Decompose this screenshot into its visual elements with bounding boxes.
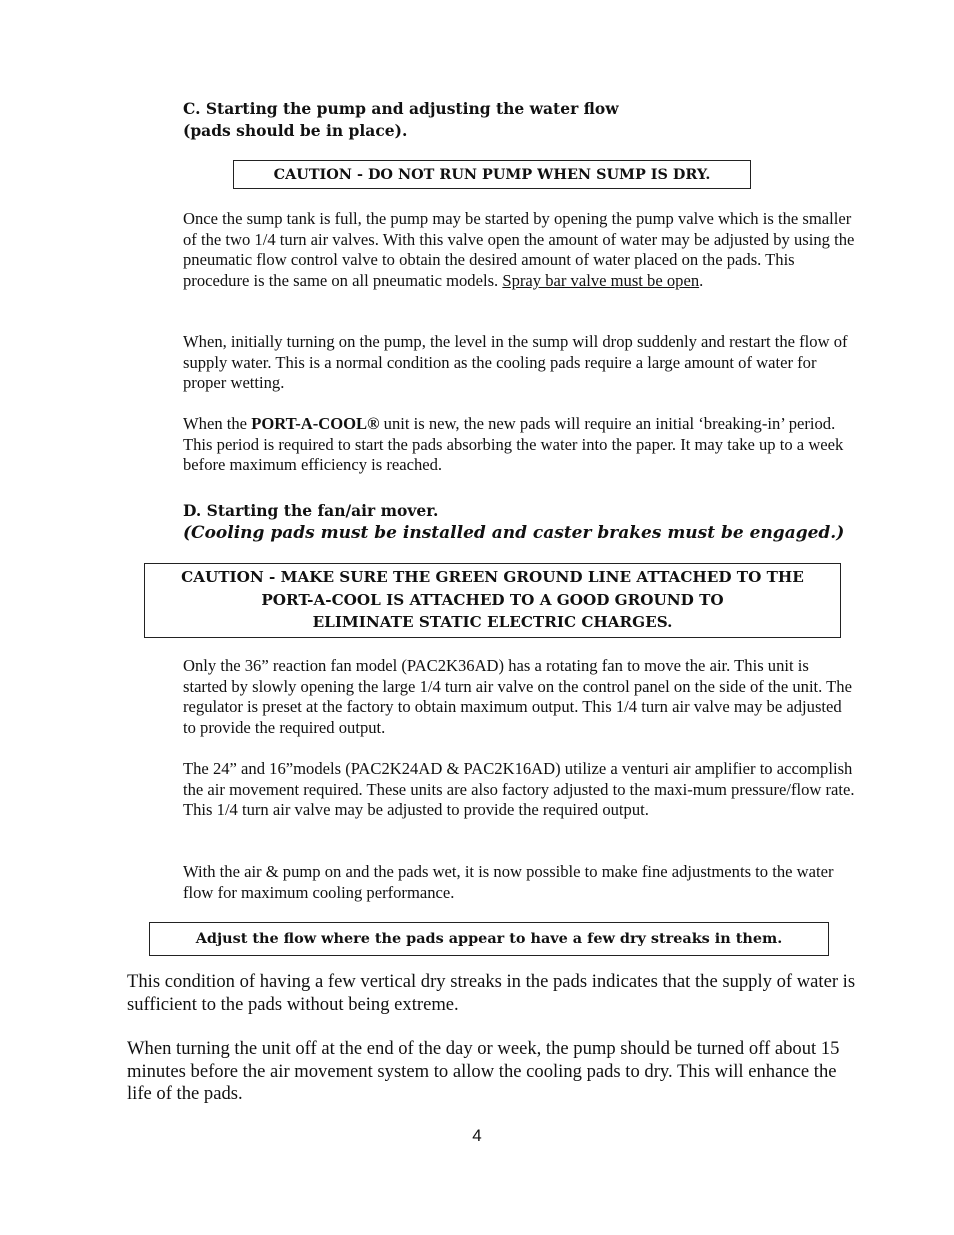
paragraph-breaking-in-text: unit is new, the new pads will require an initial ‘breaking-in’ period. This period is required to start the pads absorbing the water into the paper. It may take up to a week before maximum efficiency is reached. [183, 414, 844, 475]
spray-bar-note: Spray bar valve must be open [502, 271, 700, 291]
section-c-title: C. Starting the pump and adjusting the water flow [183, 99, 619, 118]
section-d-subtitle: (Cooling pads must be installed and caster brakes must be engaged.) [183, 523, 845, 543]
caution-ground-line2: PORT-A-COOL IS ATTACHED TO A GOOD GROUND TO [261, 590, 724, 609]
paragraph-pump-start [183, 209, 855, 292]
paragraph-venturi-models: The 24” and 16”models (PAC2K24AD & PAC2K16AD) utilize a venturi air amplifier to accomplish the air movement required. These units are also factory adjusted to the maxi-mum pressure/flow rate. This 1/4 turn air valve may be adjusted to provide the required output. [183, 759, 855, 820]
section-d-heading [183, 500, 863, 544]
paragraph-pump-start-text: Once the sump tank is full, the pump may be started by opening the pump valve which is the smaller of the two 1/4 turn air valves. With this valve open the amount of water may be adjusted by using the pneumatic flow control valve to obtain the desired amount of water placed on the pads. This procedure is the same on all pneumatic models. [183, 209, 855, 291]
paragraph-reaction-fan: Only the 36” reaction fan model (PAC2K36AD) has a rotating fan to move the air. This unit is started by slowly opening the large 1/4 turn air valve on the control panel on the side of the unit. The regulator is preset at the factory to obtain maximum output. This 1/4 turn air valve may be adjusted to provide the required output. [183, 656, 852, 738]
brand-name: PORT-A-COOL® [251, 414, 380, 433]
paragraph-breaking-in [183, 414, 855, 476]
paragraph-fine-adjustments: With the air & pump on and the pads wet, it is now possible to make fine adjustments to the water flow for maximum cooling performance. [183, 862, 834, 902]
adjust-flow-box [149, 922, 829, 956]
section-c-subtitle: (pads should be in place). [183, 121, 408, 140]
caution-ground-line1: CAUTION - MAKE SURE THE GREEN GROUND LINE ATTACHED TO THE [181, 568, 804, 586]
section-d-title: D. Starting the fan/air mover. [183, 501, 439, 520]
adjust-flow-text: Adjust the flow where the pads appear to have a few dry streaks in them. [195, 930, 783, 947]
caution-pump-box [233, 160, 751, 189]
caution-ground-line3: ELIMINATE STATIC ELECTRIC CHARGES. [312, 613, 673, 631]
caution-ground-box [144, 563, 841, 638]
paragraph-shutdown: When turning the unit off at the end of the day or week, the pump should be turned off about 15 minutes before the air movement system to allow the cooling pads to dry. This will enhance the life of the pads. [127, 1038, 840, 1105]
caution-pump-text: CAUTION - DO NOT RUN PUMP WHEN SUMP IS DRY. [273, 166, 711, 183]
section-c-heading [183, 98, 823, 142]
page-number: 4 [472, 1126, 482, 1145]
paragraph-breaking-in-lead: When the [183, 414, 252, 433]
paragraph-sump-level: When, initially turning on the pump, the level in the sump will drop suddenly and restart the flow of supply water. This is a normal condition as the cooling pads require a large amount of water for proper wetting. [183, 332, 848, 393]
paragraph-dry-streaks: This condition of having a few vertical dry streaks in the pads indicates that the supply of water is sufficient to the pads without being extreme. [127, 971, 856, 1015]
paragraph-pump-start-end: . [699, 271, 704, 291]
